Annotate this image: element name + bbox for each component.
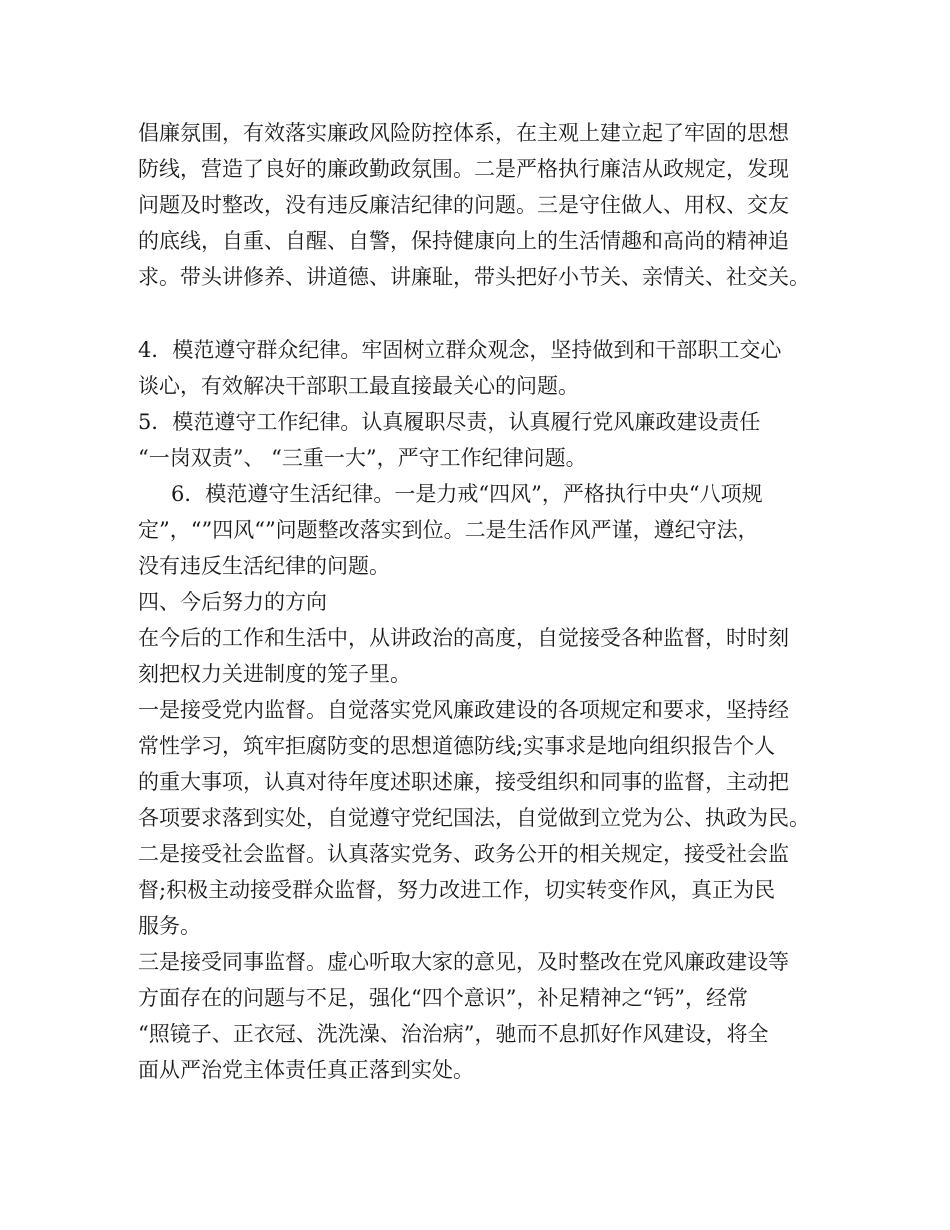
- text-line: 防线，营造了良好的廉政勤政氛围。二是严格执行廉洁从政规定，发现: [138, 157, 789, 181]
- section-heading: 四、今后努力的方向: [138, 590, 327, 614]
- text-line: 问题及时整改，没有违反廉洁纪律的问题。三是守住做人、用权、交友: [138, 193, 789, 217]
- text-line: 倡廉氛围，有效落实廉政风险防控体系，在主观上建立起了牢固的思想: [138, 121, 789, 145]
- text-line: 一是接受党内监督。自觉落实党风廉政建设的各项规定和要求，坚持经: [138, 698, 789, 722]
- text-line: 在今后的工作和生活中，从讲政治的高度，自觉接受各种监督，时时刻: [138, 626, 789, 650]
- text-line: “照镜子、正衣冠、洗洗澡、治治病”，驰而不息抓好作风建设，将全: [138, 1022, 769, 1046]
- text-line: 6．模范遵守生活纪律。一是力戒“四风”，严格执行中央“八项规: [171, 482, 763, 506]
- text-line: 三是接受同事监督。虚心听取大家的意见，及时整改在党风廉政建设等: [138, 950, 789, 974]
- text-line: 的重大事项，认真对待年度述职述廉，接受组织和同事的监督，主动把: [138, 770, 789, 794]
- text-line: 求。带头讲修养、讲道德、讲廉耻，带头把好小节关、亲情关、社交关。: [138, 265, 810, 289]
- text-line: 谈心，有效解决干部职工最直接最关心的问题。: [138, 374, 579, 398]
- text-line: 各项要求落到实处，自觉遵守党纪国法，自觉做到立党为公、执政为民。: [138, 806, 810, 830]
- document-body: [138, 115, 828, 1088]
- text-line: 服务。: [138, 914, 201, 938]
- text-line: 4．模范遵守群众纪律。牢固树立群众观念，坚持做到和干部职工交心: [138, 338, 782, 362]
- paragraph-gap: [138, 295, 828, 332]
- text-line: 5．模范遵守工作纪律。认真履职尽责，认真履行党风廉政建设责任: [138, 410, 761, 434]
- text-line: “一岗双责”、 “三重一大”，严守工作纪律问题。: [138, 446, 587, 470]
- text-line: 方面存在的问题与不足，强化“四个意识”，补足精神之“钙”，经常: [138, 986, 748, 1010]
- text-line: 二是接受社会监督。认真落实党务、政务公开的相关规定，接受社会监: [138, 842, 789, 866]
- text-line: 督;积极主动接受群众监督，努力改进工作，切实转变作风，真正为民: [138, 878, 776, 902]
- text-line: 常性学习，筑牢拒腐防变的思想道德防线;实事求是地向组织报告个人: [138, 734, 776, 758]
- text-line: 定”，“”四风“”问题整改落实到位。二是生活作风严谨，遵纪守法，: [138, 518, 759, 542]
- text-line: 的底线，自重、自醒、自警，保持健康向上的生活情趣和高尚的精神追: [138, 229, 789, 253]
- text-line: 刻把权力关进制度的笼子里。: [138, 662, 411, 686]
- text-line: 面从严治党主体责任真正落到实处。: [138, 1058, 474, 1082]
- text-line: 没有违反生活纪律的问题。: [138, 554, 390, 578]
